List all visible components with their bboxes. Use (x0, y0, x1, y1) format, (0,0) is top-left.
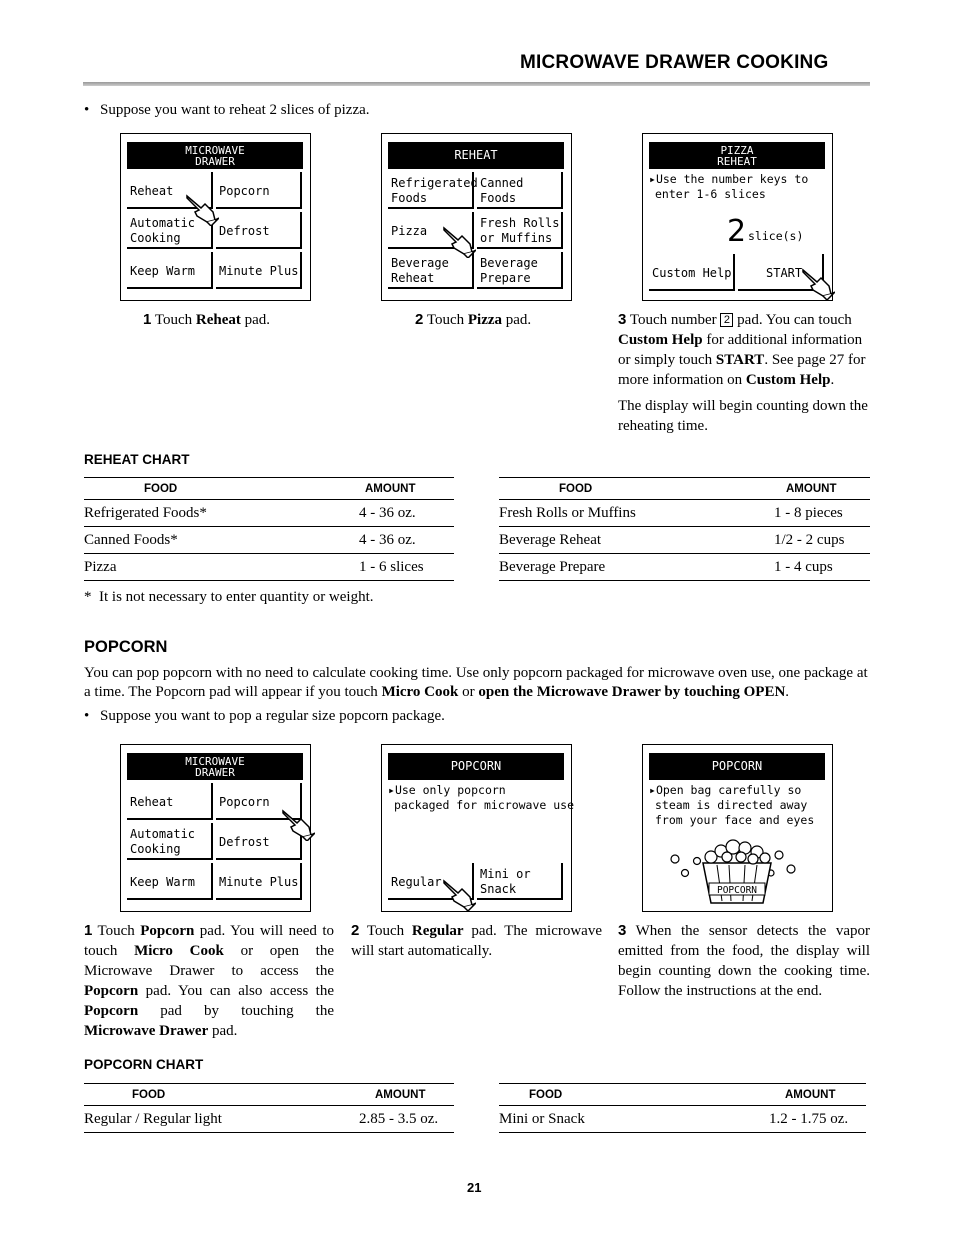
slice-count: 2 (727, 214, 747, 249)
canned-foods-pad[interactable]: Canned Foods (477, 172, 563, 209)
pointing-hand-icon (442, 877, 476, 911)
automatic-cooking-pad[interactable]: Automatic Cooking (127, 212, 213, 249)
amount-column-header: AMOUNT (359, 478, 454, 500)
popcorn-chart-left (84, 1083, 454, 1133)
reheat-pad[interactable]: Reheat (127, 783, 213, 820)
popcorn-panel-instructions (642, 744, 833, 912)
pointing-hand-icon (281, 807, 315, 841)
food-column-header: FOOD (84, 478, 359, 500)
reheat-panel-food-menu (381, 133, 572, 301)
panel-header: POPCORN (388, 753, 564, 780)
keep-warm-pad[interactable]: Keep Warm (127, 252, 213, 289)
panel-header: MICROWAVE DRAWER (127, 753, 303, 780)
popcorn-pad[interactable]: Popcorn (216, 172, 302, 209)
reheat-panel-main-menu (120, 133, 311, 301)
popcorn-pad[interactable]: Popcorn (216, 783, 302, 820)
popcorn-step-3: 3 When the sensor detects the vapor emitted from the food, the display will begin counting down the cooking time. Follow the instructions at the end. (618, 922, 870, 999)
beverage-prepare-pad[interactable]: Beverage Prepare (477, 252, 563, 289)
pointing-hand-icon (801, 266, 835, 300)
popcorn-section-title: POPCORN (84, 638, 168, 656)
popcorn-step-1: 1 Touch Popcorn pad. You will need to touch Micro Cook or open the Microwave Drawer to access the Popcorn pad. You can also access the Popcorn pad by touching the Microwave Drawer pad. (84, 922, 335, 1039)
instruction-line: from your face and eyes (655, 813, 815, 827)
automatic-cooking-pad[interactable]: Automatic Cooking (127, 823, 213, 860)
reheat-step-2: 2 Touch Pizza pad. (415, 311, 532, 328)
popcorn-panel-size (381, 744, 575, 912)
page-number: 21 (467, 1180, 482, 1195)
instruction-line: ▸Use only popcorn (388, 783, 506, 797)
regular-pad[interactable]: Regular (388, 863, 474, 900)
panel-header: MICROWAVE DRAWER (127, 142, 303, 169)
table-row: Regular / Regular light 2.85 - 3.5 oz. (84, 1106, 454, 1133)
fresh-rolls-pad[interactable]: Fresh Rolls or Muffins (477, 212, 563, 249)
minute-plus-pad[interactable]: Minute Plus (216, 863, 302, 900)
refrigerated-foods-pad[interactable]: Refrigerated Foods (388, 172, 474, 209)
pointing-hand-icon (185, 192, 219, 226)
popcorn-step-2: 2 Touch Regular pad. The microwave will start automatically. (351, 922, 602, 959)
instruction-line: ▸Use the number keys to (649, 172, 809, 186)
popcorn-bullet: • Suppose you want to pop a regular size popcorn package. (100, 708, 445, 725)
popcorn-chart-right (499, 1083, 866, 1133)
reheat-chart-left (84, 477, 454, 581)
amount-column-header: AMOUNT (774, 478, 870, 500)
table-row: Beverage Prepare 1 - 4 cups (499, 554, 870, 581)
reheat-bullet: • Suppose you want to reheat 2 slices of pizza. (100, 102, 370, 119)
start-pad[interactable]: START (738, 254, 824, 291)
mini-snack-pad[interactable]: Mini or Snack (477, 863, 563, 900)
defrost-pad[interactable]: Defrost (216, 212, 302, 249)
instruction-line: ▸Open bag carefully so (649, 783, 802, 797)
table-row: Beverage Reheat 1/2 - 2 cups (499, 527, 870, 554)
popcorn-bag-icon (667, 833, 807, 907)
table-row: Canned Foods* 4 - 36 oz. (84, 527, 454, 554)
pizza-pad[interactable]: Pizza (388, 212, 474, 249)
slice-unit: slice(s) (748, 229, 804, 243)
defrost-pad[interactable]: Defrost (216, 823, 302, 860)
food-column-header: FOOD (499, 478, 774, 500)
amount-column-header: AMOUNT (359, 1084, 454, 1106)
instruction-line: packaged for microwave use (394, 798, 575, 812)
keep-warm-pad[interactable]: Keep Warm (127, 863, 213, 900)
amount-column-header: AMOUNT (769, 1084, 866, 1106)
instruction-line: steam is directed away (655, 798, 808, 812)
page-title: MICROWAVE DRAWER COOKING (520, 52, 829, 73)
reheat-step-1: 1 Touch Reheat pad. (143, 311, 271, 328)
pointing-hand-icon (442, 224, 476, 258)
popcorn-intro: You can pop popcorn with no need to calculate cooking time. Use only popcorn packaged for microwave oven use, one package at a time. The Popcorn pad will appear if you touch Micro Cook or open the Microwave Drawer by touching OPEN. (84, 665, 868, 700)
table-row: Mini or Snack 1.2 - 1.75 oz. (499, 1106, 866, 1133)
reheat-panel-pizza (642, 133, 833, 301)
reheat-step-3: 3 Touch number 2 pad. You can touch Custom Help for additional information or simply touch START. See page 27 for more information on Custom Help. The display will begin counting down the reheating time. (618, 310, 870, 436)
reheat-pad[interactable]: Reheat (127, 172, 213, 209)
panel-header: POPCORN (649, 753, 825, 780)
reheat-footnote: * It is not necessary to enter quantity or weight. (84, 589, 374, 605)
panel-header: REHEAT (388, 142, 564, 169)
minute-plus-pad[interactable]: Minute Plus (216, 252, 302, 289)
title-rule (83, 82, 870, 86)
popcorn-chart-title: POPCORN CHART (84, 1057, 204, 1072)
instruction-line: enter 1-6 slices (655, 187, 766, 201)
custom-help-pad[interactable]: Custom Help (649, 254, 735, 291)
food-column-header: FOOD (84, 1084, 359, 1106)
table-row: Fresh Rolls or Muffins 1 - 8 pieces (499, 500, 870, 527)
reheat-step-3-note: The display will begin counting down the reheating time. (618, 398, 868, 434)
beverage-reheat-pad[interactable]: Beverage Reheat (388, 252, 474, 289)
reheat-chart-title: REHEAT CHART (84, 452, 190, 467)
table-row: Pizza 1 - 6 slices (84, 554, 454, 581)
bag-label: POPCORN (716, 885, 758, 896)
table-row: Refrigerated Foods* 4 - 36 oz. (84, 500, 454, 527)
food-column-header: FOOD (499, 1084, 769, 1106)
reheat-chart-right (499, 477, 870, 581)
popcorn-panel-main-menu (120, 744, 311, 912)
panel-header: PIZZA REHEAT (649, 142, 825, 169)
